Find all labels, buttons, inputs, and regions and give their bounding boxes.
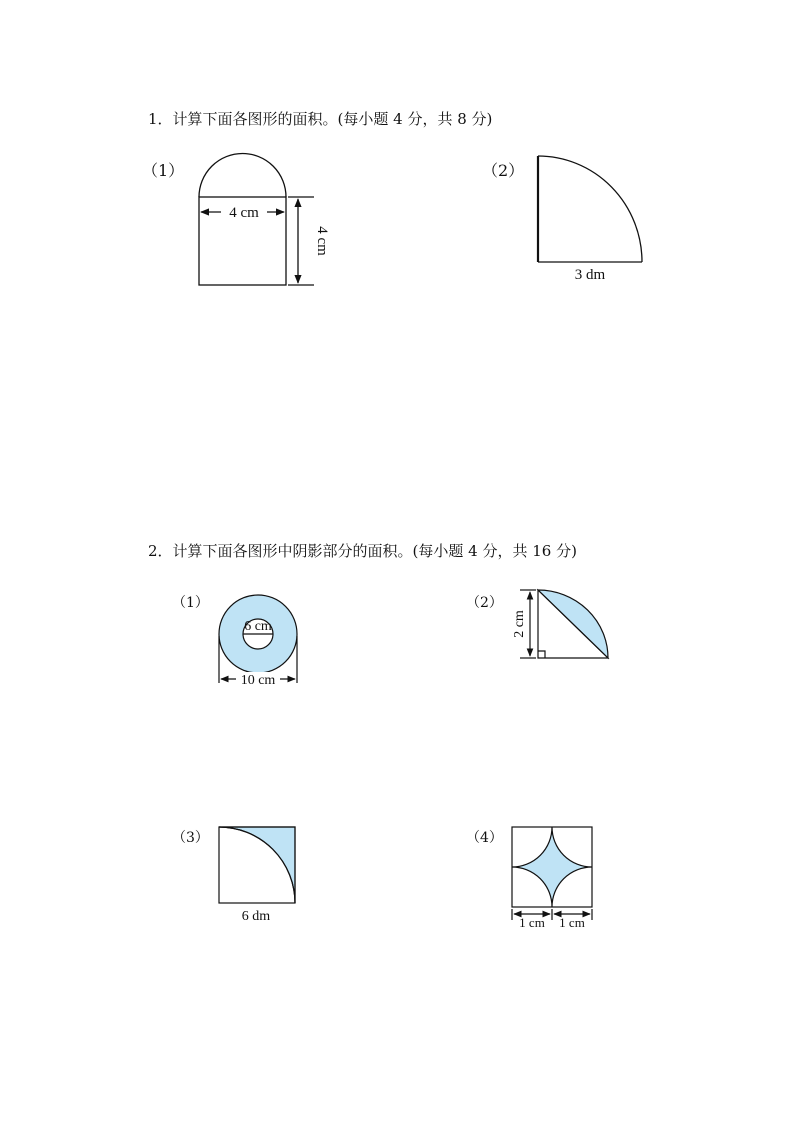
q1-item-1-label: （1）	[142, 161, 185, 180]
right-angle-mark	[538, 651, 545, 658]
q1-item-2-label: （2）	[482, 161, 525, 180]
q2-item-1-label: （1）	[172, 595, 209, 611]
question-1-title: 1．计算下面各图形的面积。(每小题 4 分，共 8 分)	[148, 110, 493, 128]
q2-figure-ring	[219, 595, 297, 683]
star-shaded-area	[512, 827, 592, 907]
q1-height-label: 4 cm	[314, 226, 330, 256]
q2-item-4-label: （4）	[466, 830, 503, 846]
q1-figure-quarter-circle	[538, 156, 642, 262]
q2-radius-label-left: 1 cm	[519, 915, 545, 930]
q2-figure-square-corner	[219, 827, 295, 903]
q2-side-label: 6 dm	[241, 909, 271, 924]
q2-figure-star	[512, 827, 592, 920]
corner-shaded-area	[219, 827, 295, 903]
quarter-arc	[538, 156, 642, 262]
q1-radius-label: 3 dm	[574, 267, 606, 283]
q2-item-3-label: （3）	[172, 830, 209, 846]
q2-radius-label: 2 cm	[512, 610, 527, 638]
q2-item-2-label: （2）	[466, 595, 503, 611]
q2-inner-diameter-label: 6 cm	[244, 619, 272, 634]
q2-outer-diameter-label: 10 cm	[240, 673, 276, 688]
semicircle-top	[199, 154, 286, 198]
question-2-title: 2．计算下面各图形中阴影部分的面积。(每小题 4 分，共 16 分)	[148, 542, 577, 560]
q2-radius-label-right: 1 cm	[559, 915, 585, 930]
q2-figure-segment	[520, 590, 608, 658]
q1-width-label: 4 cm	[229, 205, 259, 221]
